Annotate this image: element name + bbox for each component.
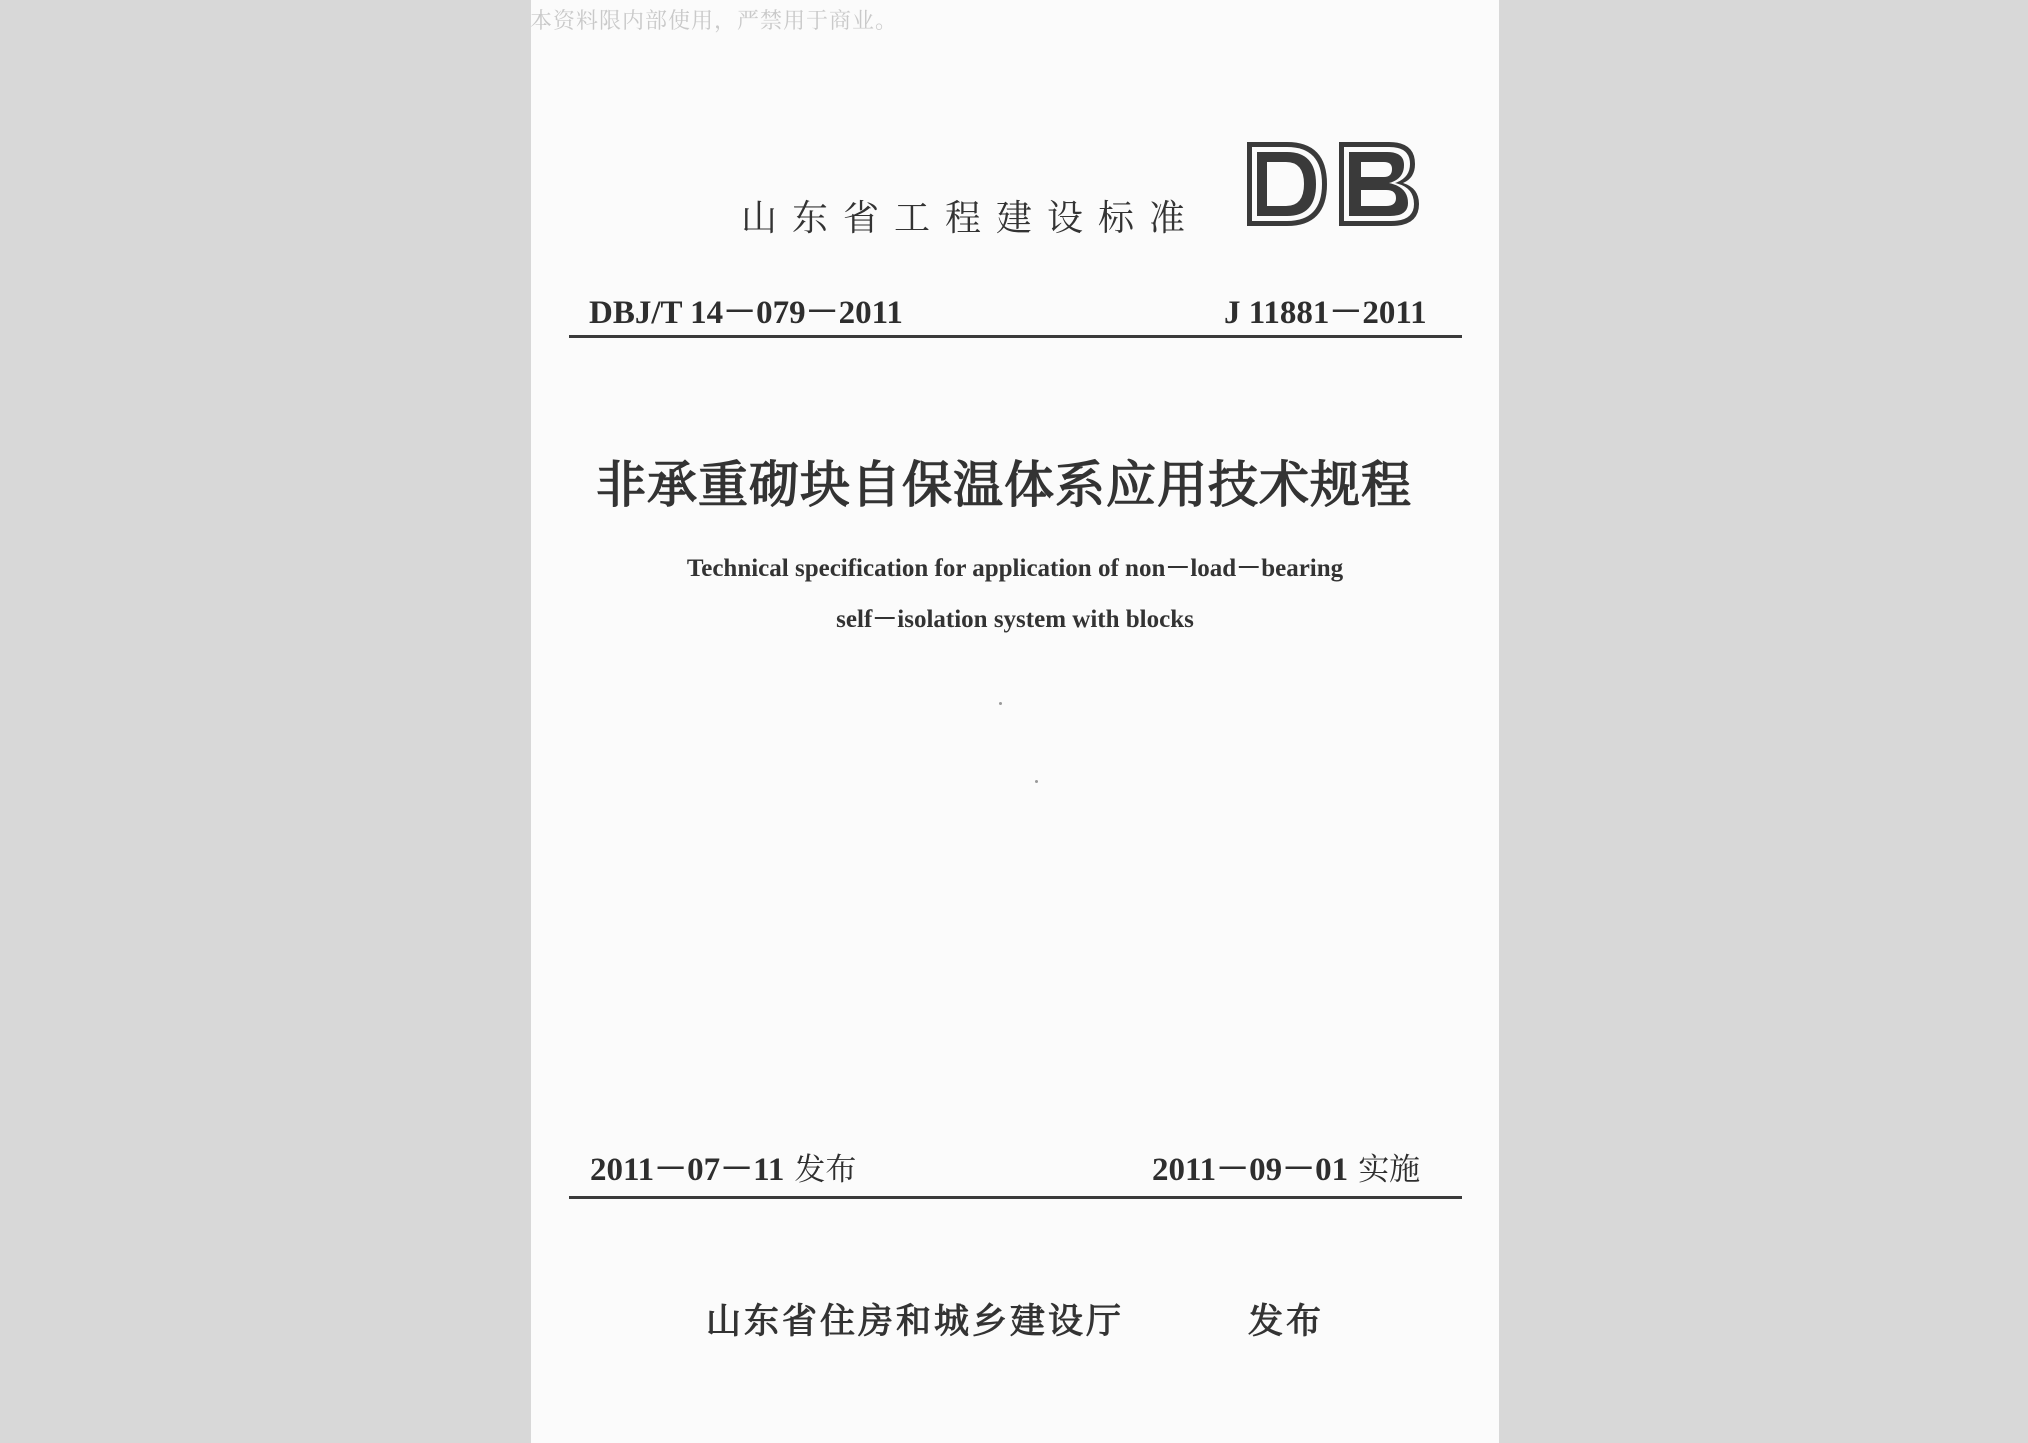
scan-speck <box>1035 780 1038 783</box>
publisher-action: 发布 <box>1248 1302 1325 1342</box>
standard-number: DBJ/T 14－079－2011 <box>589 295 903 331</box>
document-title-english-line2: self－isolation system with blocks <box>836 606 1194 633</box>
effective-label: 实施 <box>1358 1152 1421 1188</box>
db-logo <box>1243 138 1423 230</box>
issue-date: 2011－07－11 <box>590 1152 785 1188</box>
watermark-text: 本资料限内部使用，严禁用于商业。 <box>530 9 899 34</box>
issue-label: 发布 <box>794 1152 857 1188</box>
bottom-divider <box>569 1196 1462 1199</box>
issue-date-line <box>590 1143 856 1190</box>
standard-category-title: 山东省工程建设标准 <box>741 198 1201 239</box>
top-divider <box>569 335 1462 338</box>
document-title-chinese: 非承重砌块自保温体系应用技术规程 <box>596 455 1412 514</box>
effective-date-line <box>1152 1143 1420 1190</box>
publisher-name: 山东省住房和城乡建设厅 <box>706 1302 1125 1342</box>
effective-date: 2011－09－01 <box>1152 1152 1349 1188</box>
document-title-english-line1: Technical specification for application of non－load－bearing <box>686 555 1344 582</box>
scan-speck <box>999 702 1002 705</box>
record-number: J 11881－2011 <box>1224 295 1427 331</box>
